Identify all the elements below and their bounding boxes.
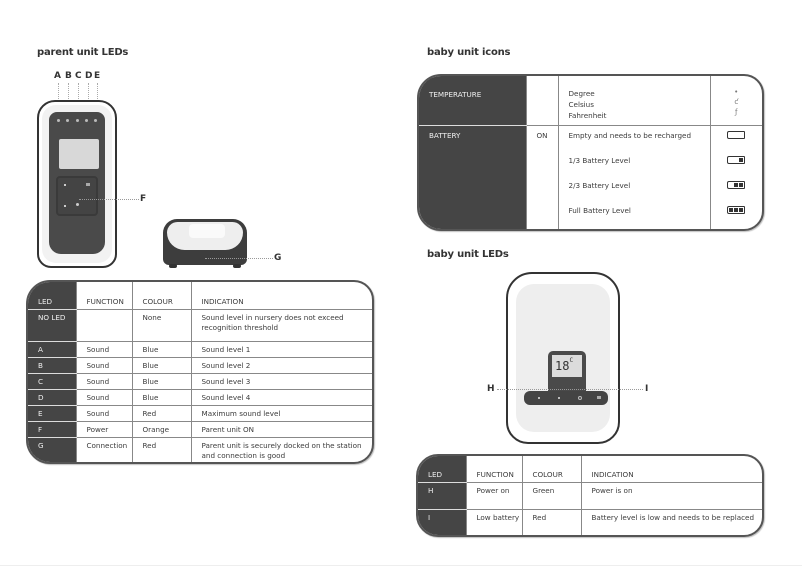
baby-unit-illustration	[506, 272, 620, 444]
battery-two-thirds-icon	[727, 181, 745, 189]
table-row: D Sound Blue Sound level 4	[28, 389, 372, 405]
led-a-icon	[57, 119, 60, 122]
celsius-icon: ƈ	[734, 97, 739, 106]
parent-screen	[59, 139, 99, 169]
fahrenheit-icon: ƒ	[735, 107, 738, 116]
table-row: I Low battery Red Battery level is low and needs to be replaced	[418, 509, 762, 535]
temperature-label: TEMPERATURE	[419, 76, 526, 125]
parent-table-header	[28, 282, 372, 309]
table-row: G Connection Red Parent unit is securely docked on the station and connection is good	[28, 437, 372, 464]
parent-unit-title: parent unit LEDs	[37, 47, 129, 58]
header-colour: COLOUR	[132, 282, 191, 309]
callout-g: G	[274, 253, 282, 263]
baby-table-header: LED FUNCTION COLOUR INDICATION	[418, 456, 762, 482]
temperature-reading: 18	[555, 359, 570, 373]
wireless-button-icon	[597, 396, 601, 399]
power-led-icon	[76, 203, 79, 206]
parent-led-table	[26, 280, 374, 464]
led-c-icon	[76, 119, 79, 122]
battery-label: BATTERY	[419, 125, 526, 231]
callout-e: E	[94, 71, 101, 81]
header-indication: INDICATION	[191, 282, 372, 309]
baby-display-housing	[548, 351, 586, 391]
table-row: NO LED None Sound level in nursery does not exceed recognition threshold	[28, 309, 372, 341]
baby-control-bar	[524, 391, 608, 405]
battery-one-third-icon	[727, 156, 745, 164]
battery-empty-icon	[727, 131, 745, 139]
baby-icons-table	[417, 74, 764, 231]
callout-h: H	[487, 384, 495, 394]
baby-unit-title: baby unit LEDs	[427, 249, 509, 260]
table-row: B Sound Blue Sound level 2	[28, 357, 372, 373]
baby-icons-title: baby unit icons	[427, 47, 511, 58]
header-led: LED	[28, 282, 76, 309]
led-b-icon	[66, 119, 69, 122]
battery-row: BATTERY ON Empty and needs to be recharged 1/3 Battery Level 2/3 Battery Level Full Battery Level	[419, 125, 762, 231]
led-row	[57, 119, 97, 123]
battery-full-icon	[727, 206, 745, 214]
callout-b: B	[65, 71, 72, 81]
callout-f: F	[140, 194, 147, 204]
table-row: A Sound Blue Sound level 1	[28, 341, 372, 357]
page-edge	[0, 565, 802, 566]
callout-d: D	[85, 71, 93, 81]
degree-icon: •	[734, 88, 739, 96]
power-button-icon	[578, 396, 582, 400]
led-e-icon	[94, 119, 97, 122]
parent-unit-illustration	[37, 100, 117, 268]
table-row: H Power on Green Power is on	[418, 482, 762, 509]
parent-unit-face	[49, 112, 105, 254]
led-d-icon	[85, 119, 88, 122]
temperature-row: TEMPERATURE Degree Celsius Fahrenheit • ƈ ƒ	[419, 76, 762, 125]
baby-display-screen: $18^C$	[552, 355, 582, 377]
callout-a: A	[54, 71, 61, 81]
table-row: C Sound Blue Sound level 3	[28, 373, 372, 389]
callout-i: I	[645, 384, 649, 394]
header-function: FUNCTION	[76, 282, 132, 309]
baby-led-table	[416, 454, 764, 537]
parent-keypad	[56, 176, 98, 216]
table-row: E Sound Red Maximum sound level	[28, 405, 372, 421]
table-row: F Power Orange Parent unit ON	[28, 421, 372, 437]
callout-c: C	[75, 71, 82, 81]
